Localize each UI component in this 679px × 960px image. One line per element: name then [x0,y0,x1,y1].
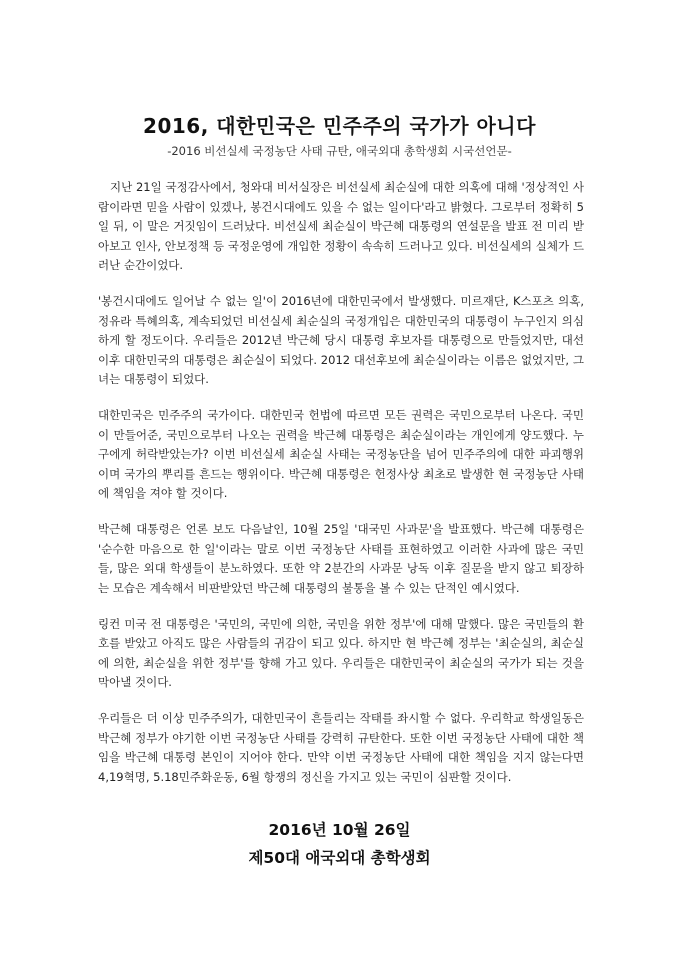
paragraph-1: 지난 21일 국정감사에서, 청와대 비서실장은 비선실세 최순실에 대한 의혹에 대해 '정상적인 사람이라면 믿을 사람이 있겠나, 봉건시대에도 있을 수 없는 일이다'라고 밝혔다. 그로부터 정확히 5일 뒤, 이 말은 거짓임이 드러났다. 비선실세 최순실이 박근혜 대통령의 연설문을 발표 전 미리 받아보고 인사, 안보정책 등 국정운영에 개입한 정황이 속속히 드러나고 있다. 비선실세의 실체가 드러난 순간이었다. [98,180,584,272]
paragraph-3: 대한민국은 민주주의 국가이다. 대한민국 헌법에 따르면 모든 권력은 국민으로부터 나온다. 국민이 만들어준, 국민으로부터 나오는 권력을 박근혜 대통령은 최순실이라는 개인에게 양도했다. 누구에게 허락받았는가? 이번 비선실세 최순실 사태는 국정농단을 넘어 민주주의에 대한 파괴행위이며 국가의 뿌리를 흔드는 행위이다. 박근혜 대통령은 헌정사상 최초로 발생한 현 국정농단 사태에 책임을 져야 할 것이다. [98,408,584,500]
document-signer: 제50대 애국외대 총학생회 [248,849,431,867]
paragraph-2: '봉건시대에도 일어날 수 없는 일'이 2016년에 대한민국에서 발생했다. 미르재단, K스포츠 의혹, 정유라 특혜의혹, 계속되었던 비선실세 최순실의 국정개입은 대한민국의 대통령이 누구인지 의심하게 할 정도이다. 우리들은 2012년 박근혜 당시 대통령 후보자를 대통령으로 만들었지만, 대선 이후 대한민국의 대통령은 최순실이 되었다. 2012 대선후보에 최순실이라는 이름은 없었지만, 그녀는 대통령이 되었다. [98,294,584,386]
document-title: 2016, 대한민국은 민주주의 국가가 아니다 [143,114,536,138]
paragraph-4: 박근혜 대통령은 언론 보도 다음날인, 10월 25일 '대국민 사과문'을 발표했다. 박근혜 대통령은 '순수한 마음으로 한 일'이라는 말로 이번 국정농단 사태를 표현하였고 이러한 사과에 많은 국민들, 많은 외대 학생들이 분노하였다. 또한 약 2분간의 사과문 낭독 이후 질문을 받지 않고 퇴장하는 모습은 계속해서 비판받았던 박근혜 대통령의 불통을 볼 수 있는 단적인 예시였다. [98,522,584,595]
paragraph-6: 우리들은 더 이상 민주주의가, 대한민국이 흔들리는 작태를 좌시할 수 없다. 우리학교 학생일동은 박근혜 정부가 야기한 이번 국정농단 사태를 강력히 규탄한다. 또한 이번 국정농단 사태에 대한 책임을 박근혜 대통령 본인이 지어야 한다. 만약 이번 국정농단 사태에 대한 책임을 지지 않는다면 4,19혁명, 5.18민주화운동, 6월 항쟁의 정신을 가지고 있는 국민이 심판할 것이다. [98,711,584,784]
document-subtitle: -2016 비선실세 국정농단 사태 규탄, 애국외대 총학생회 시국선언문- [167,144,512,158]
paragraph-5: 링컨 미국 전 대통령은 '국민의, 국민에 의한, 국민을 위한 정부'에 대해 말했다. 많은 국민들의 환호를 받았고 아직도 많은 사람들의 귀감이 되고 있다. 하지만 현 박근혜 정부는 '최순실의, 최순실에 의한, 최순실을 위한 정부'를 향해 가고 있다. 우리들은 대한민국이 최순실의 국가가 되는 것을 막아낼 것이다. [98,616,584,689]
document-body [98,178,584,804]
document-date: 2016년 10월 26일 [268,821,411,839]
